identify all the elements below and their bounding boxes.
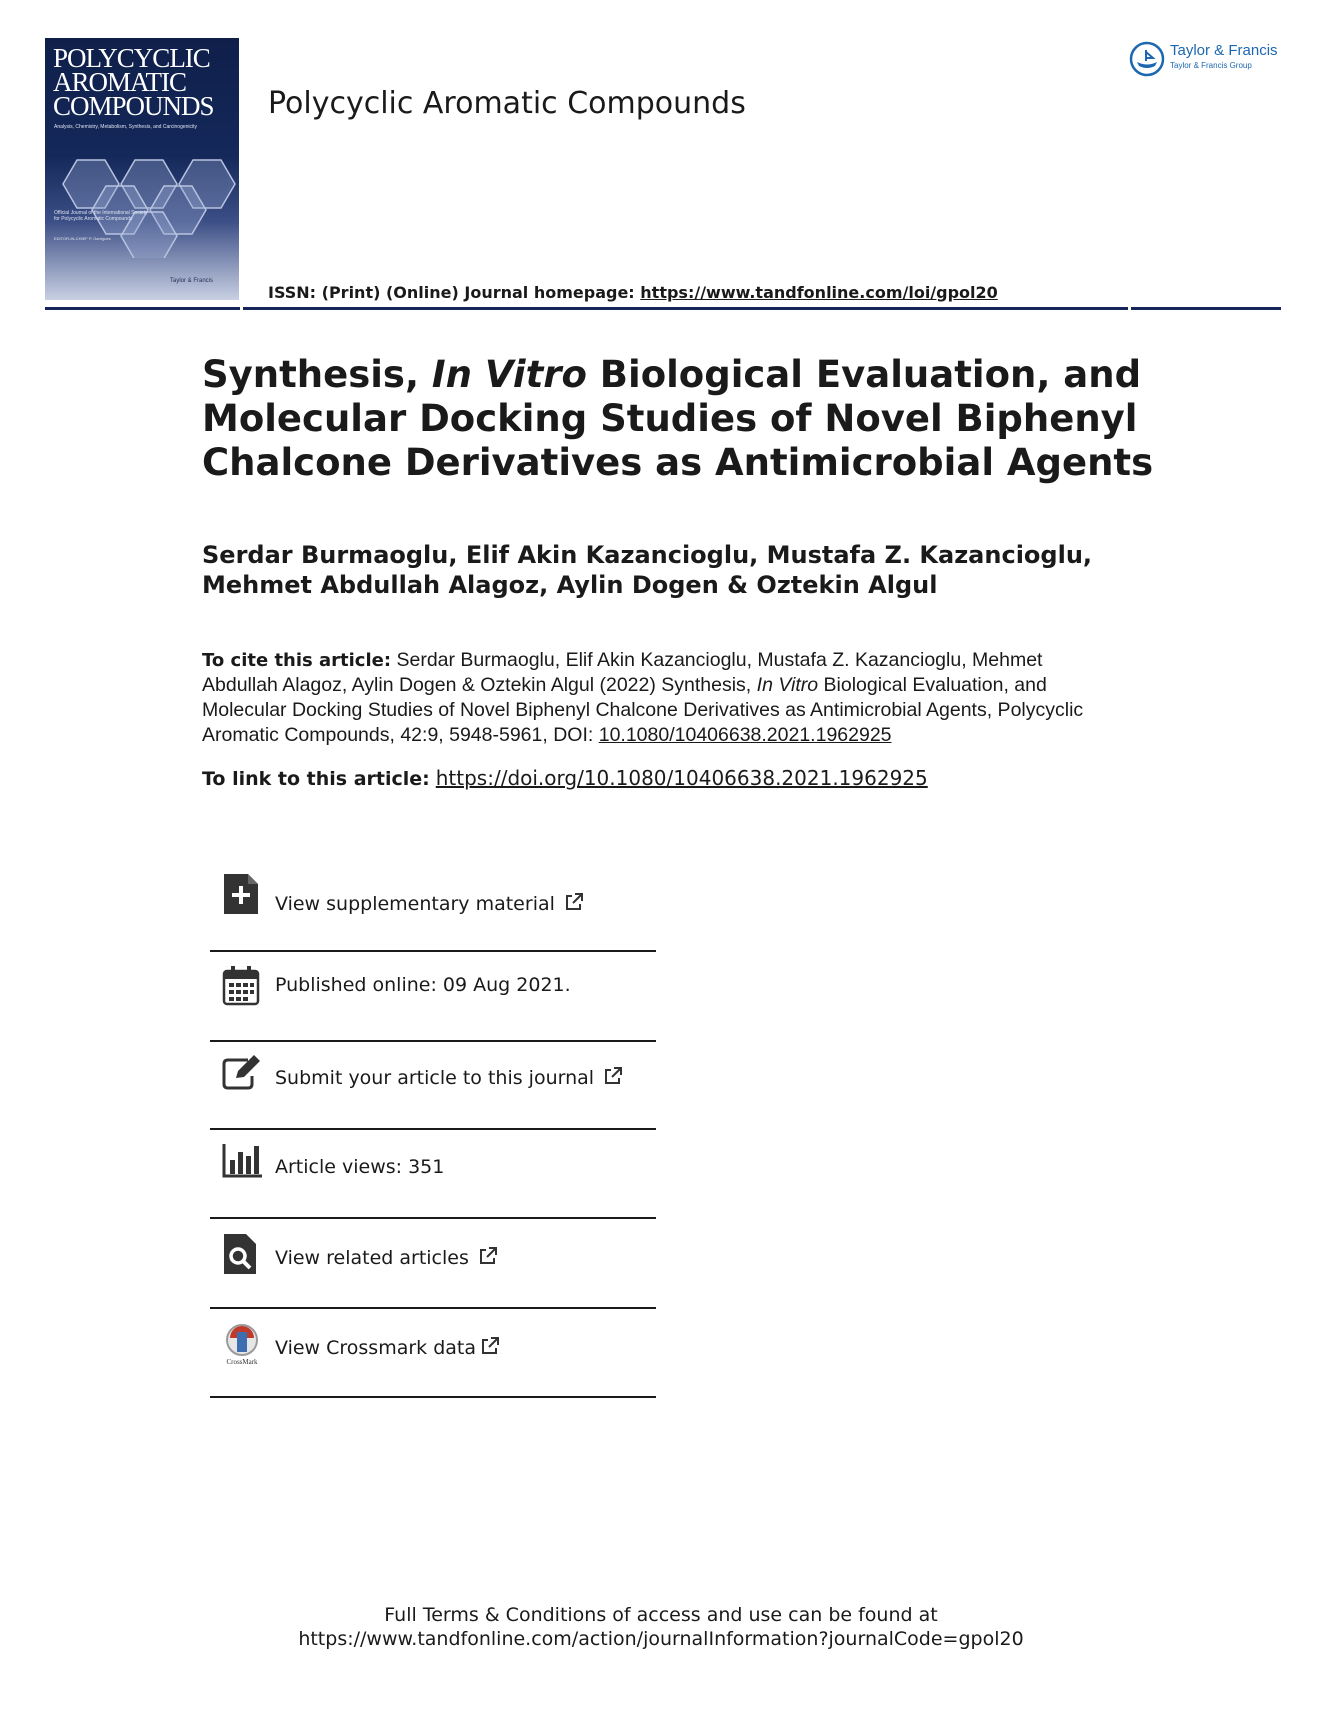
svg-text:CrossMark: CrossMark [226, 1358, 258, 1366]
cover-editor: EDITOR-IN-CHIEF P. Garrigues [54, 236, 111, 241]
item-label: Article views: 351 [275, 1156, 445, 1178]
cover-subtitle: Analysis, Chemistry, Metabolism, Synthesis, and Carcinogenicity [54, 124, 198, 130]
hexagon-motif-icon [45, 148, 239, 258]
item-divider [210, 1040, 656, 1042]
citation-block: To cite this article: Serdar Burmaoglu, Elif Akin Kazancioglu, Mustafa Z. Kazancioglu, Mehmet Abdullah Alagoz, Aylin Dogen & Oztekin Algul (2022) Synthesis, In Vitro Biological Evaluation, and Molecular Docking Studies of Novel Biphenyl Chalcone Derivatives as Antimicrobial Agents, Polycyclic Aromatic Compounds, 42:9, 5948-5961, DOI: 10.1080/10406638.2021.1962925 [202, 649, 1084, 746]
external-link-icon [603, 1066, 623, 1086]
cover-affiliation: Official Journal of the International Society for Polycyclic Aromatic Compounds [54, 210, 148, 222]
footer-terms [0, 1603, 1322, 1651]
footer-line: Full Terms & Conditions of access and use can be found at [384, 1604, 938, 1626]
article-doi-url[interactable]: https://doi.org/10.1080/10406638.2021.1962925 [435, 766, 928, 790]
bar-chart-icon [222, 1140, 262, 1184]
issn-line [268, 283, 998, 302]
view-crossmark-data[interactable] [210, 1322, 656, 1402]
article-link-line [202, 766, 928, 790]
article-authors: Serdar Burmaoglu, Elif Akin Kazancioglu, Mustafa Z. Kazancioglu, Mehmet Abdullah Alagoz, Aylin Dogen & Oztekin Algul [202, 541, 1093, 599]
journal-cover [45, 38, 239, 300]
external-link-icon [564, 892, 584, 912]
taylor-francis-logo[interactable] [1128, 40, 1283, 76]
publisher-name: Taylor & Francis [1170, 42, 1278, 59]
item-label: Submit your article to this journal [275, 1067, 595, 1089]
article-link-label: To link to this article: [202, 768, 430, 790]
view-supplementary-material[interactable] [210, 872, 656, 952]
journal-homepage-link[interactable]: https://www.tandfonline.com/loi/gpol20 [640, 283, 998, 302]
issn-text: ISSN: (Print) (Online) Journal homepage: [268, 283, 641, 302]
edit-icon [222, 1052, 262, 1096]
calendar-icon [222, 964, 262, 1008]
item-label: View Crossmark data [275, 1337, 477, 1359]
search-document-icon [222, 1232, 262, 1276]
footer-terms-url[interactable]: https://www.tandfonline.com/action/journalInformation?journalCode=gpol20 [298, 1628, 1024, 1650]
article-views [210, 1140, 656, 1220]
item-divider [210, 1217, 656, 1219]
view-related-articles[interactable] [210, 1232, 656, 1312]
item-divider [210, 1307, 656, 1309]
publisher-group: Taylor & Francis Group [1170, 61, 1252, 70]
file-plus-icon [222, 872, 262, 916]
item-divider [210, 1396, 656, 1398]
submit-article-link[interactable] [210, 1052, 656, 1132]
external-link-icon [478, 1246, 498, 1266]
divider-gap [240, 306, 243, 311]
article-title: Synthesis, In Vitro Biological Evaluation, and Molecular Docking Studies of Novel Biphenyl Chalcone Derivatives as Antimicrobial Agents [202, 353, 1154, 484]
cover-title: POLYCYCLIC AROMATIC COMPOUNDS [53, 43, 214, 121]
header-divider [45, 307, 1281, 310]
cover-publisher: Taylor & Francis [170, 278, 214, 284]
crossmark-icon [222, 1322, 262, 1366]
item-divider [210, 950, 656, 952]
item-label: View supplementary material [275, 893, 555, 915]
doi-link[interactable]: 10.1080/10406638.2021.1962925 [598, 724, 892, 746]
item-divider [210, 1128, 656, 1130]
published-online [210, 964, 656, 1044]
taylor-francis-logo-icon [1128, 40, 1166, 78]
item-label: Published online: 09 Aug 2021. [275, 974, 571, 996]
item-label: View related articles [275, 1247, 469, 1269]
citation-label: To cite this article: [202, 650, 392, 671]
external-link-icon [480, 1336, 500, 1356]
divider-gap [1128, 306, 1131, 311]
journal-name: Polycyclic Aromatic Compounds [268, 86, 746, 121]
